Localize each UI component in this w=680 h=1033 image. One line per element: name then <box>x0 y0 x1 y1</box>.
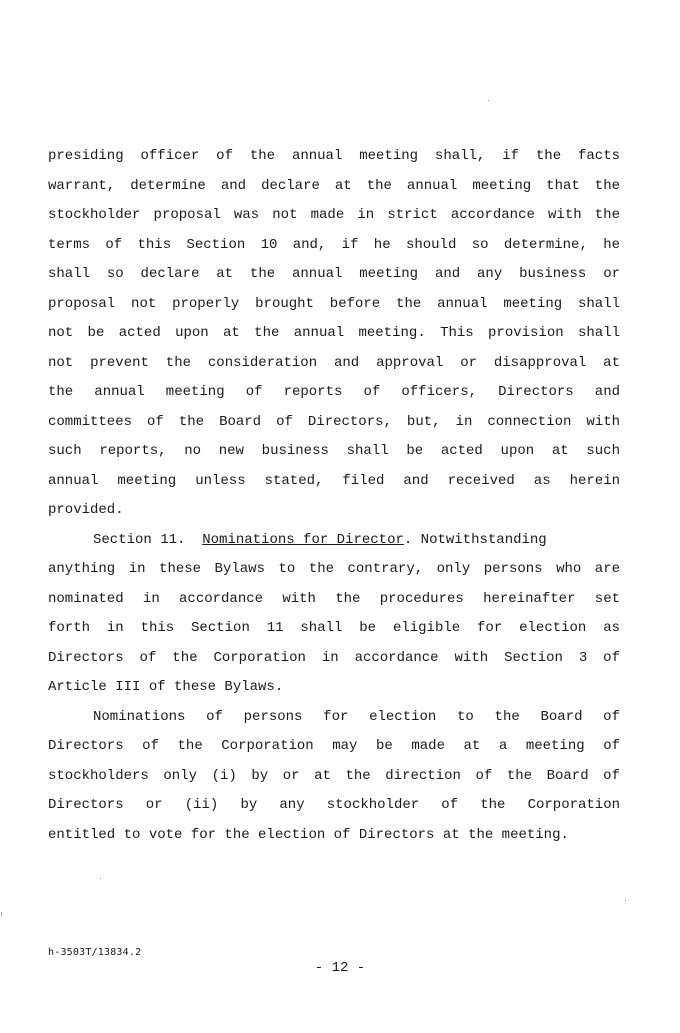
text-line: not be acted upon at the annual meeting. This provision shall <box>48 325 620 341</box>
text-line: proposal not properly brought before the annual meeting shall <box>48 295 620 312</box>
section-11-paragraph <box>48 526 620 703</box>
scan-speck <box>1 912 2 916</box>
paragraph-continuation <box>48 142 620 526</box>
scan-speck <box>100 878 101 879</box>
scan-speck <box>488 100 489 101</box>
text-line: such reports, no new business shall be acted upon at such <box>48 443 620 459</box>
text-line: nominated in accordance with the procedures hereinafter set <box>48 590 620 607</box>
text-line: Article III of these Bylaws. <box>48 679 284 695</box>
text-line: anything in these Bylaws to the contrary, only persons who are <box>48 561 620 577</box>
body-text <box>48 142 620 850</box>
text-line: entitled to vote for the election of Directors at the meeting. <box>48 826 569 843</box>
section-heading-line <box>48 526 620 556</box>
nominations-paragraph <box>48 703 620 851</box>
text-line: stockholder proposal was not made in strict accordance with the <box>48 207 620 223</box>
page-number: - 12 - <box>314 960 366 976</box>
text-line: Directors of the Corporation in accordance with Section 3 of <box>48 649 620 666</box>
text-line: stockholders only (i) by or at the direction of the Board of <box>48 767 620 784</box>
text-line: Directors of the Corporation may be made at a meeting of <box>48 738 620 754</box>
text-line: provided. <box>48 502 124 518</box>
text-line: the annual meeting of reports of officers, Directors and <box>48 384 620 400</box>
text-line: presiding officer of the annual meeting shall, if the facts <box>48 148 620 164</box>
scan-speck <box>625 900 626 901</box>
text-line: not prevent the consideration and approval or disapproval at <box>48 354 620 371</box>
text-line: committees of the Board of Directors, but, in connection with <box>48 413 620 430</box>
text-line: Directors or (ii) by any stockholder of the Corporation <box>48 797 620 813</box>
text-line: warrant, determine and declare at the annual meeting that the <box>48 177 620 194</box>
text-line: Nominations of persons for election to the Board of <box>93 708 620 725</box>
section-heading-tail: . Notwithstanding <box>403 531 547 548</box>
section-heading: Nominations for Director <box>202 531 404 548</box>
section-number: Section 11. <box>93 531 186 548</box>
text-line: annual meeting unless stated, filed and received as herein <box>48 472 620 489</box>
text-line: shall so declare at the annual meeting and any business or <box>48 266 620 282</box>
document-reference: h-3503T/13834.2 <box>48 947 142 958</box>
text-line: terms of this Section 10 and, if he should so determine, he <box>48 236 620 253</box>
text-line: forth in this Section 11 shall be eligible for election as <box>48 620 620 636</box>
